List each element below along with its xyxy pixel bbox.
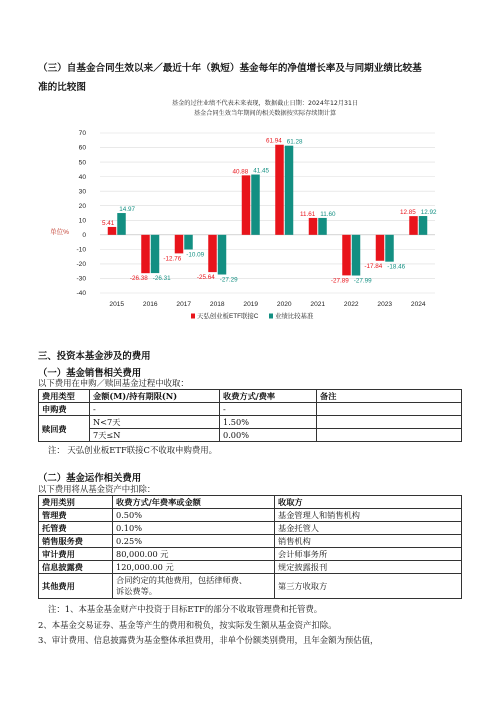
rate-cell: - bbox=[220, 403, 317, 416]
fee-type-cell: 赎回费 bbox=[39, 416, 90, 442]
payee-cell: 规定披露报刊 bbox=[275, 561, 462, 574]
payee-cell: 第三方收取方 bbox=[275, 574, 462, 599]
table-row bbox=[39, 429, 462, 442]
data-label: -27.89 bbox=[330, 277, 349, 285]
rate-cell: 1.50% bbox=[220, 416, 317, 429]
y-tick-label: -10 bbox=[76, 246, 86, 254]
x-tick-label: 2016 bbox=[142, 301, 158, 308]
legend-swatch-fund bbox=[191, 314, 195, 319]
data-label: -26.31 bbox=[152, 275, 171, 283]
x-tick-label: 2023 bbox=[377, 301, 393, 308]
x-tick-label: 2017 bbox=[176, 301, 192, 308]
header-cell: 收费方式/年费率或金额 bbox=[113, 496, 275, 509]
bar-fund bbox=[376, 235, 385, 261]
ops-fee-note-1: 注：1、本基金基金财产中投资于目标ETF的部分不收取管理费和托管费。 bbox=[48, 604, 323, 614]
rate-cell: 80,000.00 元 bbox=[113, 548, 275, 561]
bar-benchmark bbox=[117, 213, 126, 235]
bar-benchmark bbox=[419, 216, 428, 235]
data-label: -18.46 bbox=[387, 263, 406, 271]
header-cell: 金额(M)/持有期限(N) bbox=[90, 390, 220, 403]
rate-cell: 0.00% bbox=[220, 429, 317, 442]
data-label: -17.84 bbox=[364, 262, 383, 270]
data-label: -26.38 bbox=[129, 275, 148, 283]
ops-fee-note-3: 3、审计费用、信息披露费为基金整体承担费用，非单个份额类别费用，且年金额为预估值， bbox=[38, 635, 379, 645]
header-cell: 收费方式/费率 bbox=[220, 390, 317, 403]
data-label: 41.45 bbox=[253, 167, 270, 175]
y-tick-label: 20 bbox=[78, 202, 86, 210]
fee-type-cell: 申购费 bbox=[39, 403, 90, 416]
y-tick-label: 30 bbox=[78, 188, 86, 196]
bar-fund bbox=[409, 216, 418, 235]
data-label: 14.97 bbox=[119, 206, 136, 214]
y-tick-label: -40 bbox=[76, 290, 86, 298]
fee-name-cell: 销售服务费 bbox=[39, 535, 113, 548]
payee-cell: 会计师事务所 bbox=[275, 548, 462, 561]
remark-cell bbox=[317, 416, 462, 429]
table-row bbox=[39, 561, 462, 574]
payee-cell: 基金管理人和销售机构 bbox=[275, 509, 462, 522]
sales-fee-table bbox=[38, 389, 462, 442]
fee-name-cell: 信息披露费 bbox=[39, 561, 113, 574]
table-row bbox=[39, 535, 462, 548]
section-title-line2: 准的比较图 bbox=[38, 82, 86, 93]
table-row bbox=[39, 416, 462, 429]
payee-cell: 销售机构 bbox=[275, 535, 462, 548]
fee-name-cell: 托管费 bbox=[39, 522, 113, 535]
fee-name-cell: 审计费用 bbox=[39, 548, 113, 561]
bar-fund bbox=[141, 235, 150, 273]
bar-benchmark bbox=[251, 175, 260, 235]
ops-fee-note-2: 2、本基金交易证券、基金等产生的费用和税负，按实际发生额从基金资产扣除。 bbox=[38, 620, 337, 630]
header-cell: 备注 bbox=[317, 390, 462, 403]
bar-fund bbox=[242, 175, 251, 234]
header-cell: 费用类别 bbox=[39, 496, 113, 509]
table-row bbox=[39, 548, 462, 561]
bar-benchmark bbox=[385, 235, 394, 262]
data-label: -10.09 bbox=[186, 251, 205, 259]
legend-label-fund: 天弘创业板ETF联接C bbox=[197, 313, 259, 320]
rate-cell: 0.10% bbox=[113, 522, 275, 535]
legend-swatch-benchmark bbox=[269, 314, 273, 319]
rate-cell: 0.25% bbox=[113, 535, 275, 548]
data-label: -25.64 bbox=[196, 274, 215, 282]
y-tick-label: 10 bbox=[78, 217, 86, 225]
bar-benchmark bbox=[285, 146, 294, 235]
x-tick-label: 2018 bbox=[209, 301, 225, 308]
x-tick-label: 2019 bbox=[243, 301, 259, 308]
rate-line: 合同约定的其他费用，包括律师费、 bbox=[116, 575, 248, 585]
remark-cell bbox=[317, 403, 462, 416]
y-tick-label: 50 bbox=[78, 159, 86, 167]
table-header-row bbox=[39, 496, 462, 509]
header-cell: 费用类型 bbox=[39, 390, 90, 403]
x-tick-label: 2024 bbox=[410, 301, 426, 308]
payee-cell: 基金托管人 bbox=[275, 522, 462, 535]
rate-cell bbox=[113, 574, 275, 599]
period-cell: N<7天 bbox=[90, 416, 220, 429]
bar-benchmark bbox=[184, 235, 193, 250]
bar-fund bbox=[175, 235, 184, 254]
sales-fee-intro: 以下费用在申购／赎回基金过程中收取： bbox=[38, 378, 189, 388]
x-tick-label: 2015 bbox=[109, 301, 125, 308]
table-row bbox=[39, 574, 462, 599]
x-tick-label: 2021 bbox=[310, 301, 326, 308]
data-label: 11.60 bbox=[320, 210, 336, 218]
fee-name-cell: 其他费用 bbox=[39, 574, 113, 599]
y-tick-label: 60 bbox=[78, 144, 86, 152]
table-header-row bbox=[39, 390, 462, 403]
bar-benchmark bbox=[318, 218, 327, 235]
data-label: 11.61 bbox=[299, 210, 316, 218]
table-row bbox=[39, 509, 462, 522]
ops-fee-title: （二）基金运作相关费用 bbox=[38, 473, 142, 484]
data-label: 61.28 bbox=[286, 138, 303, 146]
remark-cell bbox=[317, 429, 462, 442]
fees-section-title: 三、投资本基金涉及的费用 bbox=[38, 351, 151, 362]
bar-fund bbox=[208, 235, 217, 272]
x-tick-label: 2022 bbox=[343, 301, 359, 308]
data-label: -12.76 bbox=[163, 255, 182, 263]
rate-cell: 120,000.00 元 bbox=[113, 561, 275, 574]
data-label: 12.92 bbox=[420, 209, 437, 217]
data-label: -27.29 bbox=[219, 276, 238, 284]
y-tick-label: 0 bbox=[82, 232, 86, 240]
rate-cell: 0.50% bbox=[113, 509, 275, 522]
data-label: 61.94 bbox=[265, 137, 282, 145]
sales-fee-note: 注： 天弘创业板ETF联接C不收取申购费用。 bbox=[48, 445, 217, 455]
ops-fee-intro: 以下费用将从基金资产中扣除： bbox=[38, 484, 156, 494]
sales-fee-title: （一）基金销售相关费用 bbox=[38, 368, 142, 379]
table-row bbox=[39, 522, 462, 535]
header-cell: 收取方 bbox=[275, 496, 462, 509]
y-tick-label: 40 bbox=[78, 173, 86, 181]
chart-title: 基金的过往业绩不代表未来表现，数据截止日期：2024年12月31日 bbox=[171, 100, 359, 107]
data-label: 40.88 bbox=[232, 168, 249, 176]
legend-label-benchmark: 业绩比较基准 bbox=[275, 313, 314, 320]
y-axis-label: 单位% bbox=[50, 228, 70, 236]
data-label: 12.85 bbox=[399, 209, 416, 217]
bar-fund bbox=[275, 145, 284, 235]
bar-benchmark bbox=[352, 235, 361, 276]
bar-benchmark bbox=[218, 235, 227, 275]
bar-benchmark bbox=[151, 235, 160, 273]
bar-chart bbox=[0, 0, 500, 330]
amount-cell: - bbox=[90, 403, 220, 416]
table-row bbox=[39, 403, 462, 416]
ops-fee-table bbox=[38, 495, 462, 599]
data-label: 5.41 bbox=[101, 219, 115, 227]
y-tick-label: 70 bbox=[78, 130, 86, 138]
y-tick-label: -30 bbox=[76, 275, 86, 283]
y-tick-label: -20 bbox=[76, 261, 86, 269]
bar-fund bbox=[309, 218, 318, 235]
fee-name-cell: 管理费 bbox=[39, 509, 113, 522]
data-label: -27.99 bbox=[353, 277, 372, 285]
chart-subtitle: 基金合同生效当年期间的相关数据按实际存续期计算 bbox=[193, 110, 337, 117]
bar-fund bbox=[108, 227, 117, 235]
rate-line: 诉讼费等。 bbox=[116, 586, 157, 596]
period-cell: 7天≤N bbox=[90, 429, 220, 442]
bar-fund bbox=[342, 235, 351, 276]
section-title-line1: （三）自基金合同生效以来／最近十年（孰短）基金每年的净值增长率及与同期业绩比较基 bbox=[38, 63, 422, 74]
x-tick-label: 2020 bbox=[276, 301, 292, 308]
